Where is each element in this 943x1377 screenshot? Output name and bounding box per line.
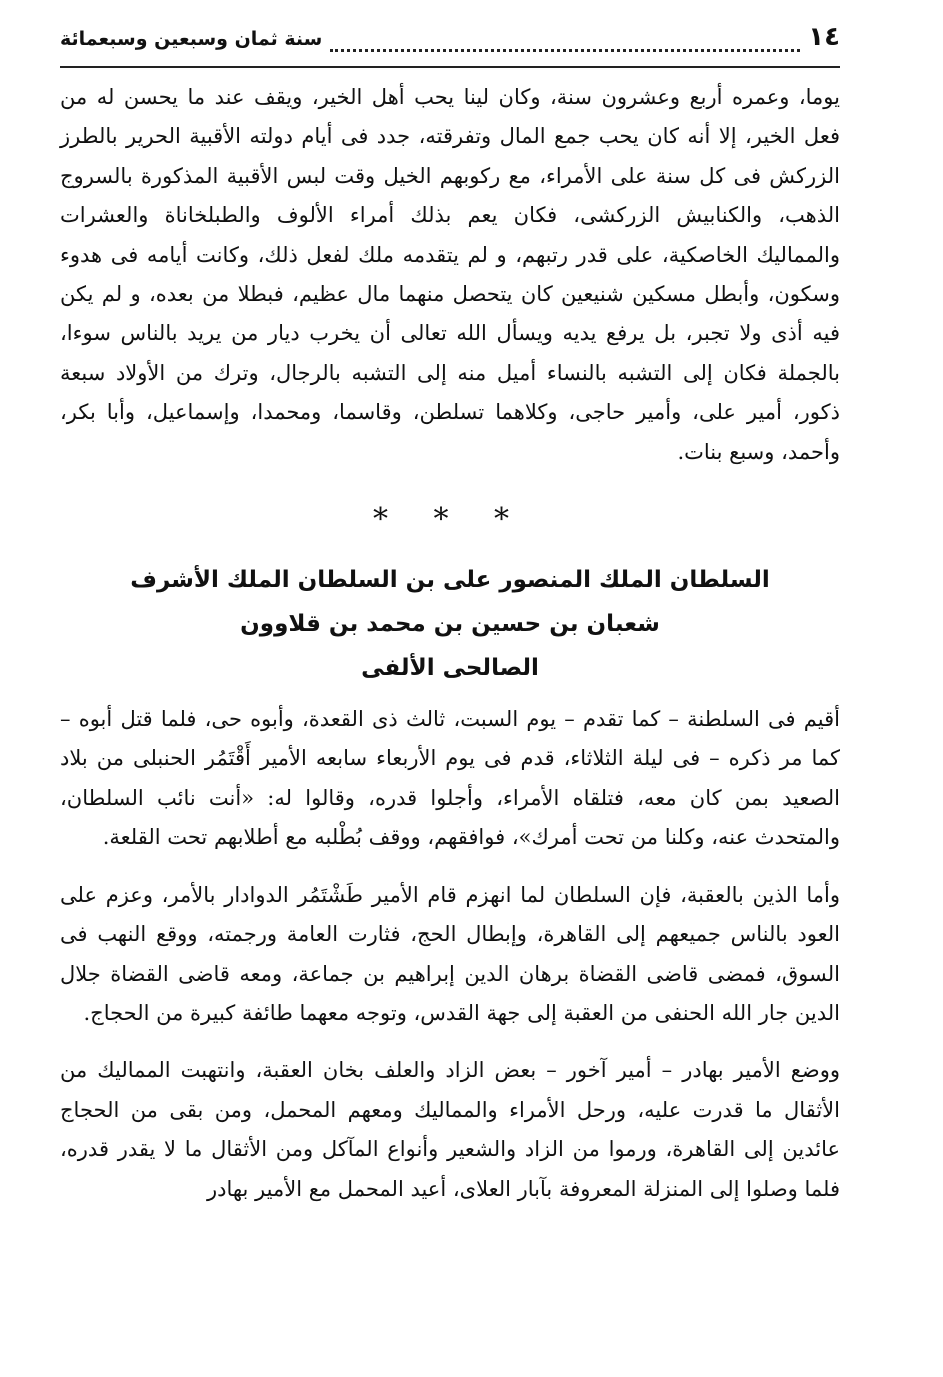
running-header (60, 22, 840, 68)
continuation-paragraph: يوما، وعمره أربع وعشرون سنة، وكان لينا يحب أهل الخير، ويقف عند ما يحسن له من فعل الخير، إلا أنه كان يحب جمع المال وتفرقته، جدد فى أيام دولته الأقبية الحرير بالطرز الزركش فى كل سنة على الأمراء، مع ركوبهم الخيل وقت لبس الأقبية المذكورة بالسروج الذهب، والكنابيش الزركشى، فكان يعم بذلك أمراء الألوف والطبلخاناة والعشرات والمماليك الخاصكية، على قدر رتبهم، و لم يتقدمه ملك لفعل ذلك، وكانت أيامه فى هدوء وسكون، وأبطل مسكين شنيعين كان يتحصل منهما مال عظيم، فبطلا من بعده، و لم يكن فيه أذى ولا تجبر، بل يرفع يديه ويسأل الله تعالى أن يخرب ديار من يريد بالناس سوءا، بالجملة فكان إلى التشبه بالنساء أميل منه إلى التشبه بالرجال، وترك من الأولاد سبعة ذكور، أمير على، وأمير حاجى، وكلاهما تسلطن، وقاسما، ومحمدا، وإسماعيل، وأبا بكر، وأحمد، وسبع بنات. (60, 85, 840, 464)
heading-line-3: الصالحى الألفى (361, 655, 539, 682)
heading-line-2: شعبان بن حسين بن محمد بن قلاوون (240, 611, 660, 638)
dotted-leader (330, 49, 800, 52)
paragraph-3: ووضع الأمير بهادر – أمير آخور – بعض الزاد والعلف بخان العقبة، وانتهبت المماليك من الأثقال ما قدرت عليه، ورحل الأمراء والمماليك ومعهم المحمل، ومن بقى من الحجاج عائدين إلى القاهرة، ورموا من الزاد والشعير وأنواع المآكل ومن الأثقال ما لا يقدر قدره، فلما وصلوا إلى المنزلة المعروفة بآبار العلاى، أعيد المحمل مع الأمير بهادر (60, 1058, 840, 1201)
running-title: سنة ثمان وسبعين وسبعمائة (60, 28, 323, 50)
book-page (60, 22, 840, 1209)
paragraph-1: أقيم فى السلطنة – كما تقدم – يوم السبت، ثالث ذى القعدة، وأبوه حى، فلما قتل أبوه – كما مر ذكره – فى ليلة الثلاثاء، قدم فى يوم الأربعاء سابعه الأمير أَقْتَمُر الحنبلى من بلاد الصعيد بمن كان معه، فتلقاه الأمراء، وأجلوا قدره، وقالوا له: «أنت نائب السلطان، والمتحدث عنه، وكلنا من تحت أمرك»، فوافقهم، ووقف بُطْلبه مع أطلابهم تحت القلعة. (60, 707, 840, 850)
heading-line-1: السلطان الملك المنصور على بن السلطان الملك الأشرف (130, 567, 770, 594)
asterism-separator: * * * (372, 502, 528, 538)
page-number: ١٤ (808, 22, 840, 52)
paragraph-2: وأما الذين بالعقبة، فإن السلطان لما انهزم قام الأمير طَشْتَمُر الدوادار بالأمر، وعزم على العود بالناس جميعهم إلى القاهرة، وإبطال الحج، فثارت العامة ورجمته، ووقع النهب فى السوق، فمضى قاضى القضاة برهان الدين إبراهيم بن جماعة، ومعه قاضى القضاة جلال الدين جار الله الحنفى من العقبة إلى جهة القدس، وتوجه معهما طائفة كبيرة من الحجاج. (60, 882, 840, 1025)
section-heading (60, 558, 840, 690)
